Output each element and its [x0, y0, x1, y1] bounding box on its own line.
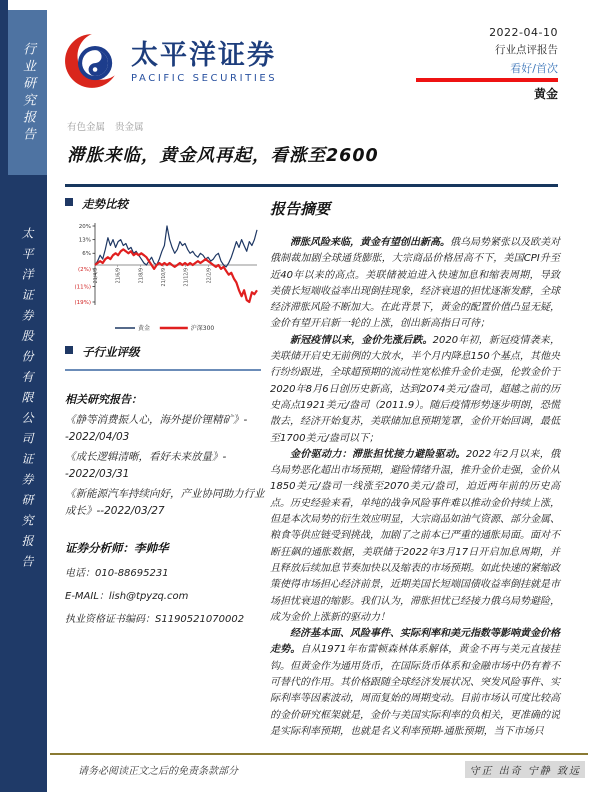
svg-text:21/4/9: 21/4/9 — [94, 267, 99, 284]
footer-motto: 守正 出奇 宁静 致远 — [465, 761, 585, 778]
summary-paragraph — [270, 626, 560, 740]
related-reports-title: 相关研究报告： — [65, 392, 142, 406]
breadcrumb — [67, 119, 144, 133]
svg-text:6%: 6% — [82, 251, 91, 258]
square-bullet-icon — [65, 198, 73, 206]
paragraph-lead: 经济基本面、风险事件、实际利率和美元指数等影响黄金价格走势。 — [270, 628, 560, 656]
analyst-title-label: 证券分析师： — [65, 540, 134, 555]
paragraph-lead: 新冠疫情以来，金价先涨后跌。 — [290, 334, 433, 346]
sidebar-category-band — [8, 10, 47, 175]
page-title: 滞胀来临，黄金风再起，看涨至2600 — [67, 146, 379, 166]
svg-text:20%: 20% — [78, 223, 91, 230]
pacific-securities-logo-icon — [64, 32, 122, 94]
report-meta — [416, 26, 558, 102]
svg-text:13%: 13% — [78, 237, 91, 244]
summary-paragraph — [270, 333, 560, 447]
trend-section-header — [65, 196, 265, 212]
analyst-name: 李帅华 — [134, 540, 169, 555]
trend-chart — [65, 218, 265, 340]
sidebar-category-label: 行业研究报告 — [20, 41, 35, 144]
svg-text:(2%): (2%) — [77, 266, 91, 273]
paragraph-text: 2022年2月以来，俄乌局势恶化超出市场预期，避险情绪升温，推升金价走强，金价从1850美元/盎司一线涨至2070美元/盎司，迫近两年前的历史高点。历史经验来看，单纯的战争风险事件难以推动金价持续上涨，但是本次局势的衍生效应明显，大宗商品如油气资源、部分金属、粮食等供应链受到挑战，加剧了之前本已严重的通胀局面。面对不断狂飙的通胀数据，美联储于2022年3月17日开启加息周期，并且释放后续加息节奏加快以及缩表的市场预期。如此快速的紧缩政策使得市场担心经济前景，近期美国长短端国债收益率倒挂就是市场担忧衰退的缩影。我们认为，滞胀担忧已经接力俄乌局势避险，成为金价上涨新的驱动力！ — [270, 448, 561, 623]
svg-text:(11%): (11%) — [74, 284, 91, 291]
analyst-block — [65, 540, 265, 625]
license-label: 执业资格证书编码： — [65, 613, 155, 625]
sidebar-company-label: 太平洋证券股份有限公司证券研究报告 — [20, 227, 34, 576]
left-column — [65, 196, 265, 633]
svg-text:(19%): (19%) — [74, 299, 91, 306]
summary-heading: 报告摘要 — [270, 200, 331, 218]
svg-text:黄金: 黄金 — [138, 325, 151, 333]
brand-header — [64, 32, 277, 94]
brand-name-cn: 太平洋证券 — [131, 40, 276, 72]
paragraph-text: 自从1971年布雷顿森林体系解体，黄金不再与美元直接挂钩。但黄金作为通用货币，在国际货币体系和金融市场中仍有着不可替代的作用。其价格跟随全球经济发展状况、突发风险事件、实际利率等因素波动，周而复始的周期变动。目前市场认可度比较高的金价研究框架就是，金价与美国实际利率的负相关，更准确的说是实际利率预期，也就是名义利率预期-通胀预期，当下市场只 — [270, 644, 561, 737]
square-bullet-icon — [65, 346, 73, 354]
svg-text:21/12/9: 21/12/9 — [184, 267, 190, 287]
subrating-section-title: 子行业评级 — [82, 345, 140, 359]
license-value: S1190521070002 — [155, 613, 245, 625]
brand-name-en: PACIFIC SECURITIES — [131, 72, 278, 84]
related-reports — [65, 391, 265, 520]
summary-column — [270, 196, 560, 740]
rating-label: 看好/首次 — [510, 62, 558, 75]
footer-divider — [50, 753, 588, 755]
tag-subsector: 贵金属 — [115, 122, 144, 133]
phone-value: 010-88695231 — [95, 567, 169, 579]
svg-text:21/6/9: 21/6/9 — [116, 267, 122, 284]
paragraph-lead: 滞胀风险来临，黄金有望创出新高。 — [290, 237, 450, 248]
subrating-divider — [65, 369, 261, 371]
red-divider — [416, 78, 558, 82]
trend-section-title: 走势比较 — [82, 197, 128, 211]
summary-paragraph — [270, 447, 560, 626]
email-label: E-MAIL： — [65, 590, 109, 602]
svg-text:22/2/9: 22/2/9 — [207, 267, 213, 284]
subrating-section-header — [65, 344, 265, 360]
title-divider — [65, 184, 558, 187]
disclaimer-note: 请务必阅读正文之后的免责条款部分 — [78, 766, 238, 777]
tag-sector: 有色金属 — [67, 122, 106, 133]
related-report-item: 《成长逻辑清晰，看好未来放量》--2022/03/31 — [65, 450, 227, 480]
email-value: lish@tpyzq.com — [108, 590, 189, 602]
phone-label: 电话： — [65, 567, 95, 579]
svg-text:沪深300: 沪深300 — [190, 325, 215, 333]
paragraph-lead: 金价驱动力：滞胀担忧接力避险驱动。 — [290, 448, 466, 460]
related-report-item: 《新能源汽车持续向好，产业协同助力行业成长》--2022/03/27 — [65, 487, 265, 517]
paragraph-text: 2020年初，新冠疫情袭来，美联储开启史无前例的大放水，半个月内降息150个基点，其他央行纷纷跟进，全球超预期的流动性宽松推升金价走强，伦敦金价于2020年8月6日创历史新高，达到2074美元/盎司，超越之前的历史高点1921美元/盎司（2011.9）。随后疫情形势逐步明朗，恐慌散去，经济开始复苏，美联储加息预期笼罩，金价开始回调，最低至1700美元/盎司以下； — [270, 334, 560, 444]
sidebar-company-band — [8, 175, 47, 792]
summary-paragraph — [270, 235, 560, 333]
paragraph-text: 俄乌局势紧张以及欧美对俄制裁加剧全球通货膨胀，大宗商品价格居高不下，美国CPI升至近40年以来的高点。美联储被迫进入快速加息和缩表周期，导致美债长短端收益率出现倒挂现象，经济衰退的担忧逐渐发酵，全球经济滞胀风险不断加大。在此背景下，黄金的配置价值凸显无疑，金价有望开启新一轮的上涨，创出新高指日可待； — [270, 237, 560, 330]
svg-text:21/8/9: 21/8/9 — [139, 267, 145, 284]
sidebar-strip — [0, 0, 8, 792]
related-report-item: 《静等消费振人心，海外提价锂精矿》--2022/04/03 — [65, 413, 248, 443]
report-date: 2022-04-10 — [489, 26, 558, 39]
industry-label: 黄金 — [533, 86, 558, 101]
svg-text:21/10/9: 21/10/9 — [162, 267, 168, 287]
report-type: 行业点评报告 — [495, 44, 558, 56]
